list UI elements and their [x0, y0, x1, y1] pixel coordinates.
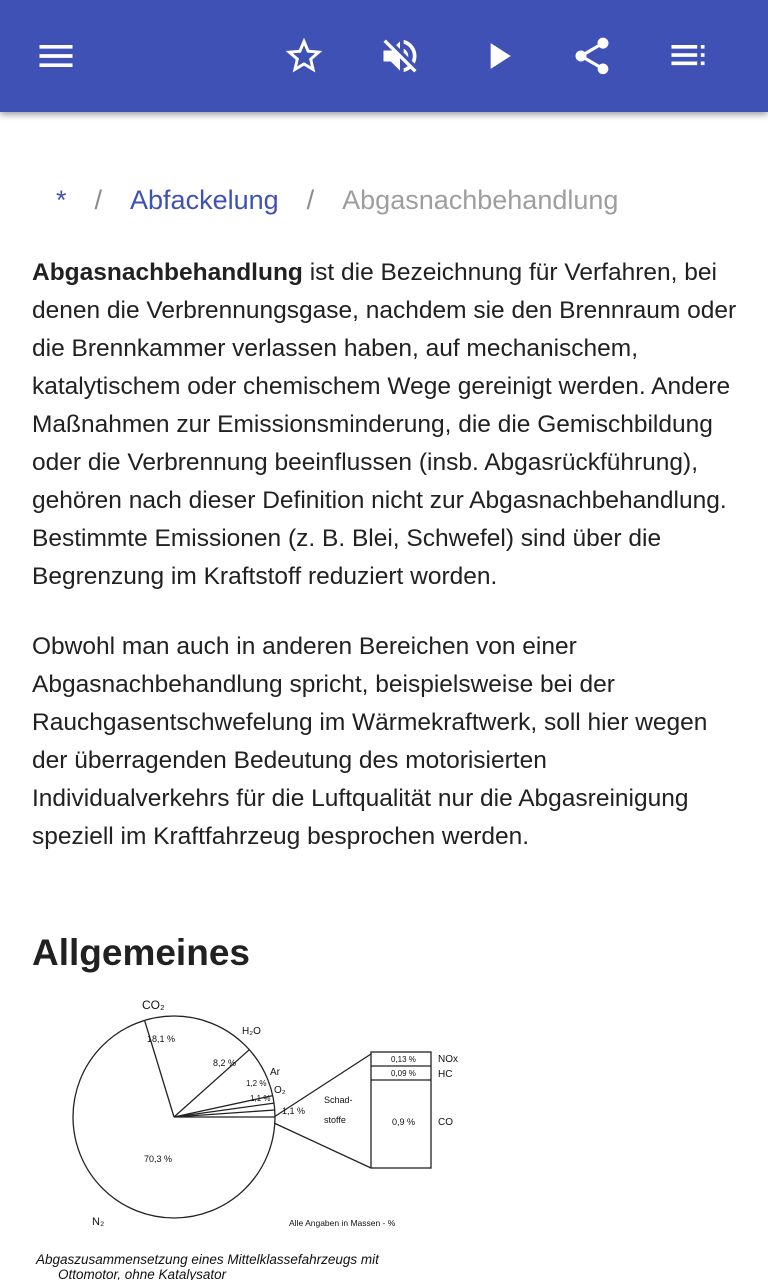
menu-icon: [34, 34, 78, 78]
star-outline-icon: [282, 34, 326, 78]
label-n2: N₂: [92, 1216, 105, 1228]
label-o2-pct: 1,1 %: [250, 1094, 271, 1103]
label-ar: Ar: [270, 1067, 280, 1078]
breadcrumb-root-link[interactable]: *: [56, 184, 67, 215]
label-schadstoffe-line2: stoffe: [324, 1115, 346, 1125]
label-schadstoffe-pct: 1,1 %: [282, 1106, 306, 1116]
label-nox: NOx: [438, 1054, 458, 1065]
exhaust-composition-figure[interactable]: [30, 992, 470, 1280]
article-paragraph: [32, 254, 742, 596]
breadcrumb-separator: /: [306, 184, 315, 215]
pie-slices: [73, 1016, 275, 1218]
label-co2-pct: 18,1 %: [147, 1034, 176, 1044]
play-icon: [476, 34, 520, 78]
label-schadstoffe-line1: Schad-: [324, 1095, 353, 1105]
figure-note: Alle Angaben in Massen - %: [289, 1218, 396, 1228]
paragraph-text: ist die Bezeichnung für Verfahren, bei denen die Verbrennungsgase, nachdem sie den Brennraum oder die Brennkammer verlassen haben, auf mechanischem, katalytischem oder chemischem Wege gereinigt werden. Andere Maßnahmen zur Emissionsminderung, die die Gemischbildung oder die Verbrennung beeinflussen (insb. Abgasrückführung), gehören nach dieser Definition nicht zur Abgasnachbehandlung. Bestimmte Emissionen (z. B. Blei, Schwefel) sind über die Begrenzung im Kraftstoff reduziert worden.: [32, 259, 737, 590]
menu-button[interactable]: [28, 28, 84, 84]
label-nox-pct: 0,13 %: [391, 1055, 416, 1064]
label-co-pct: 0,9 %: [392, 1117, 416, 1127]
label-hc-pct: 0,09 %: [391, 1069, 416, 1078]
breadcrumb-link-abfackelung[interactable]: Abfackelung: [130, 184, 279, 215]
label-hc: HC: [438, 1069, 453, 1080]
share-button[interactable]: [564, 28, 620, 84]
playlist-icon: [666, 34, 710, 78]
playlist-button[interactable]: [660, 28, 716, 84]
figure-caption-line2: Ottomotor, ohne Katalysator: [58, 1267, 227, 1280]
label-h2o-pct: 8,2 %: [213, 1058, 237, 1068]
play-button[interactable]: [470, 28, 526, 84]
breadcrumb-current: Abgasnachbehandlung: [342, 184, 619, 215]
mute-button[interactable]: [372, 28, 428, 84]
volume-off-icon: [378, 34, 422, 78]
label-o2: O₂: [274, 1085, 286, 1096]
slice-boundary-co₂: [174, 1050, 249, 1117]
pie-chart: [30, 992, 470, 1280]
section-heading: Allgemeines: [32, 932, 250, 973]
app-bar: [0, 0, 768, 112]
article-body: [32, 254, 742, 888]
breadcrumb-separator: /: [94, 184, 103, 215]
label-n2-pct: 70,3 %: [144, 1154, 173, 1164]
label-co: CO: [438, 1117, 453, 1128]
article-term: Abgasnachbehandlung: [32, 259, 303, 286]
share-icon: [570, 34, 614, 78]
label-co2: CO₂: [142, 998, 165, 1012]
article-paragraph: Obwohl man auch in anderen Bereichen von einer Abgasnachbehandlung spricht, beispielsweise bei der Rauchgasentschwefelung im Wärmekraftwerk, soll hier wegen der überragenden Bedeutung des motorisierten Individualverkehrs für die Luftqualität nur die Abgasreinigung speziell im Kraftfahrzeug besprochen werden.: [32, 633, 708, 850]
slice-boundary-ar: [174, 1103, 274, 1117]
figure-caption-line1: Abgaszusammensetzung eines Mittelklassefahrzeugs mit: [36, 1252, 379, 1267]
label-h2o: H₂O: [242, 1026, 261, 1037]
label-ar-pct: 1,2 %: [246, 1079, 267, 1088]
breadcrumb: [56, 180, 618, 220]
favorite-button[interactable]: [276, 28, 332, 84]
